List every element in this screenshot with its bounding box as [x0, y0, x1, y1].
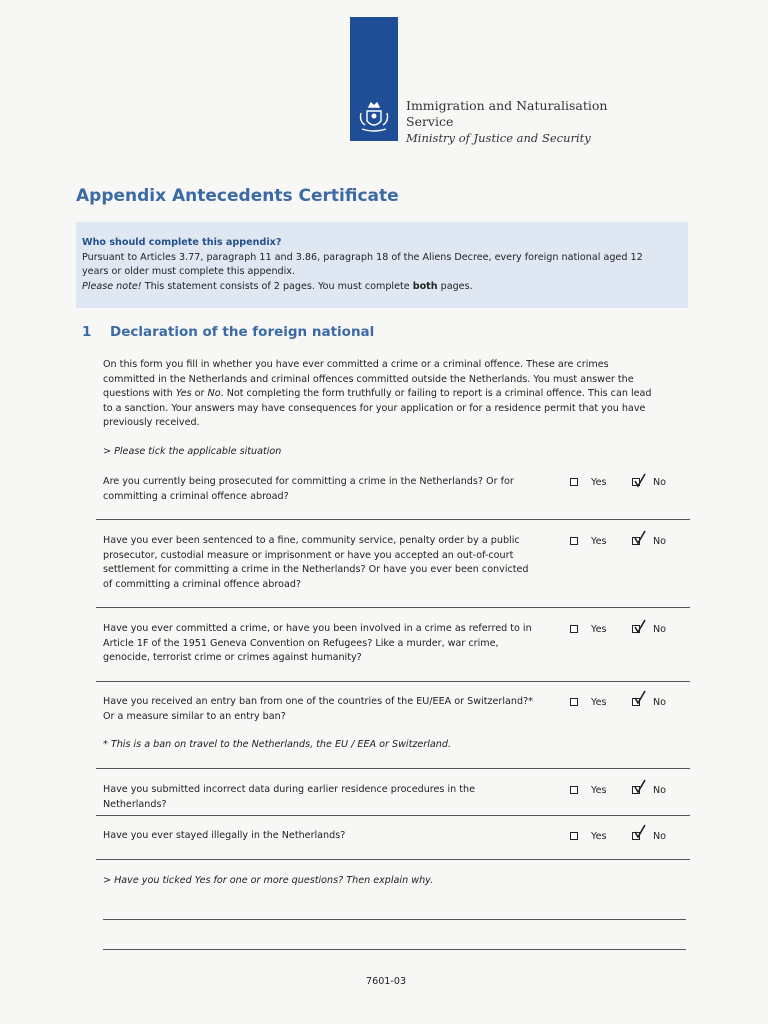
info-question: Who should complete this appendix? — [82, 237, 282, 248]
organisation-name — [406, 98, 607, 146]
question-4 — [103, 695, 558, 724]
question-6 — [103, 829, 558, 844]
divider — [96, 519, 690, 520]
info-box — [76, 222, 688, 308]
section-title: Declaration of the foreign national — [110, 324, 375, 340]
divider — [96, 681, 690, 682]
footnote: * This is a ban on travel to the Netherlands, the EU / EEA or Switzerland. — [103, 739, 451, 750]
divider — [96, 768, 690, 769]
q5-yes-checkbox[interactable] — [570, 786, 578, 794]
question-2-line: of committing a criminal offence abroad? — [103, 578, 302, 590]
note-bold: both — [412, 280, 438, 292]
question-2-line: settlement for committing a crime in the Netherlands? Or have you ever been convicted — [103, 564, 529, 576]
intro-text — [103, 358, 663, 431]
q4-yes-checkbox[interactable] — [570, 698, 578, 706]
tick-instruction: > Please tick the applicable situation — [103, 446, 282, 457]
explain-prompt: > Have you ticked Yes for one or more questions? Then explain why. — [103, 875, 434, 886]
org-line-1: Immigration and Naturalisation — [406, 98, 608, 113]
q3-no-label: No — [653, 624, 667, 635]
coat-of-arms-icon — [356, 99, 392, 135]
q3-yes-label: Yes — [591, 624, 607, 635]
question-1-line: Are you currently being prosecuted for committing a crime in the Netherlands? Or for — [103, 476, 514, 487]
question-4-line: Have you received an entry ban from one of the countries of the EU/EEA or Switzerland?* — [103, 696, 533, 707]
explanation-line-2[interactable] — [103, 949, 686, 950]
question-3-line: genocide, terrorist crime or crimes against humanity? — [103, 652, 362, 664]
intro-line-5: previously received. — [103, 417, 200, 429]
divider — [96, 815, 690, 816]
intro-line-2: committed in the Netherlands and criminal offences committed outside the Netherlands. You must answer the — [103, 373, 634, 385]
q6-no-label: No — [653, 831, 667, 842]
divider — [96, 859, 690, 860]
divider — [96, 607, 690, 608]
q6-yes-label: Yes — [591, 831, 607, 842]
ministry-name: Ministry of Justice and Security — [406, 131, 591, 145]
form-code: 7601-03 — [366, 976, 407, 987]
question-5-line: Netherlands? — [103, 798, 167, 810]
q4-no-check-icon — [633, 690, 647, 706]
q1-no-check-icon — [633, 473, 647, 489]
q4-no-label: No — [653, 697, 667, 708]
q5-yes-label: Yes — [591, 785, 607, 796]
intro-line-3 — [103, 387, 663, 402]
intro-l3-b: or — [191, 388, 208, 400]
explanation-line-1[interactable] — [103, 919, 686, 920]
intro-line-4: to a sanction. Your answers may have consequences for your application or for a residence permit that you have — [103, 402, 646, 414]
note-text-post: pages. — [437, 280, 473, 292]
q2-no-label: No — [653, 536, 667, 547]
question-5-line: Have you submitted incorrect data during earlier residence procedures in the — [103, 784, 476, 795]
intro-no: No — [207, 388, 221, 400]
question-1 — [103, 475, 558, 504]
question-1-line: committing a criminal offence abroad? — [103, 490, 289, 502]
question-6-line: Have you ever stayed illegally in the Netherlands? — [103, 830, 346, 841]
q4-yes-label: Yes — [591, 697, 607, 708]
q5-no-label: No — [653, 785, 667, 796]
intro-yes: Yes — [175, 388, 192, 400]
question-2-line: prosecutor, custodial measure or imprisonment or have you accepted an out-of-court — [103, 549, 514, 561]
org-line-2: Service — [406, 114, 454, 129]
q3-yes-checkbox[interactable] — [570, 625, 578, 633]
question-4-line: Or a measure similar to an entry ban? — [103, 710, 286, 722]
info-line-1: Pursuant to Articles 3.77, paragraph 11 and 3.86, paragraph 18 of the Aliens Decree, every foreign national aged 12 — [82, 251, 643, 263]
info-note — [82, 280, 680, 295]
info-line-2: years or older must complete this appendix. — [82, 266, 296, 277]
section-number: 1 — [82, 324, 92, 340]
q3-no-check-icon — [633, 619, 647, 635]
q1-no-label: No — [653, 477, 667, 488]
q5-no-check-icon — [633, 779, 647, 795]
question-3-line: Article 1F of the 1951 Geneva Convention on Refugees? Like a murder, war crime, — [103, 637, 499, 649]
question-2 — [103, 534, 558, 592]
q2-no-check-icon — [633, 530, 647, 546]
intro-l3-c: . Not completing the form truthfully or failing to report is a criminal offence. This can lead — [220, 388, 652, 400]
note-text-pre: This statement consists of 2 pages. You must complete — [141, 280, 413, 292]
q2-yes-label: Yes — [591, 536, 607, 547]
q1-yes-checkbox[interactable] — [570, 478, 578, 486]
question-2-line: Have you ever been sentenced to a fine, community service, penalty order by a public — [103, 535, 520, 546]
q6-no-check-icon — [633, 824, 647, 840]
question-3-line: Have you ever committed a crime, or have you been involved in a crime as referred to in — [103, 623, 532, 634]
note-label: Please note! — [82, 280, 142, 292]
intro-line-1: On this form you fill in whether you have ever committed a crime or a criminal offence. These are crimes — [103, 359, 609, 370]
page-title: Appendix Antecedents Certificate — [76, 186, 399, 206]
logo-bar — [350, 17, 398, 141]
q2-yes-checkbox[interactable] — [570, 537, 578, 545]
q1-yes-label: Yes — [591, 477, 607, 488]
question-3 — [103, 622, 558, 666]
intro-l3-a: questions with — [103, 388, 176, 400]
question-5 — [103, 783, 558, 812]
q6-yes-checkbox[interactable] — [570, 832, 578, 840]
